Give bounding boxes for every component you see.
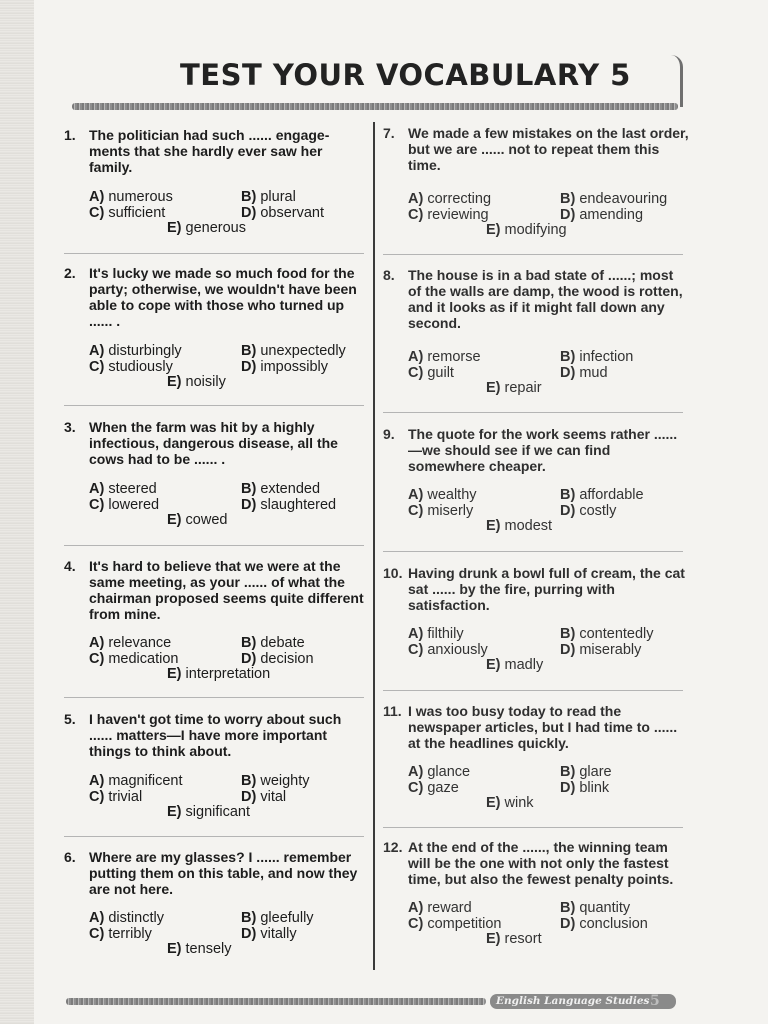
option-b[interactable]: B) gleefully [241, 910, 314, 926]
title-underline [72, 103, 678, 110]
option-c[interactable]: C) gaze [408, 780, 459, 796]
option-e[interactable]: E) repair [486, 380, 542, 396]
option-c[interactable]: C) terribly [89, 926, 152, 942]
option-b[interactable]: B) glare [560, 764, 612, 780]
option-e[interactable]: E) modifying [486, 222, 567, 238]
question-separator [64, 545, 364, 546]
question-separator [383, 412, 683, 413]
question-stem: Having drunk a bowl full of cream, the cat sat ...... by the fire, purring with satisfaction. [408, 565, 685, 613]
question-stem: The house is in a bad state of ......; most of the walls are damp, the wood is rotten, and it looks as if it might fall down any second. [408, 267, 683, 331]
question-stem: The quote for the work seems rather ......—we should see if we can find somewhere cheaper. [408, 426, 678, 474]
option-e[interactable]: E) cowed [167, 512, 228, 528]
option-a[interactable]: A) filthily [408, 626, 464, 642]
option-a[interactable]: A) steered [89, 481, 157, 497]
footer-rule [66, 998, 486, 1005]
option-e[interactable]: E) tensely [167, 941, 232, 957]
option-e[interactable]: E) generous [167, 220, 246, 236]
option-a[interactable]: A) correcting [408, 191, 492, 207]
option-d[interactable]: D) vitally [241, 926, 297, 942]
question-number: 7. [383, 125, 395, 141]
option-e[interactable]: E) noisily [167, 374, 226, 390]
question-number: 4. [64, 558, 76, 574]
option-d[interactable]: D) observant [241, 205, 325, 221]
option-c[interactable]: C) competition [408, 916, 502, 932]
question-separator [64, 253, 364, 254]
option-b[interactable]: B) endeavouring [560, 191, 668, 207]
option-a[interactable]: A) wealthy [408, 487, 477, 503]
question-number: 11. [383, 703, 402, 719]
question-number: 12. [383, 839, 403, 855]
option-c[interactable]: C) lowered [89, 497, 160, 513]
question-number: 1. [64, 127, 76, 143]
page-title: TEST YOUR VOCABULARY 5 [180, 58, 631, 92]
column-divider [373, 122, 375, 970]
question-number: 9. [383, 426, 395, 442]
option-d[interactable]: D) miserably [560, 642, 642, 658]
option-e[interactable]: E) madly [486, 657, 544, 673]
question-stem: The politician had such ...... engage-ments that she hardly ever saw her family. [89, 127, 330, 175]
option-a[interactable]: A) relevance [89, 635, 172, 651]
question-number: 10. [383, 565, 403, 581]
question-separator [64, 697, 364, 698]
page-number: 5 [650, 993, 660, 1009]
question-number: 6. [64, 849, 76, 865]
question-stem: It's lucky we made so much food for the party; otherwise, we wouldn't have been able to cope with those who turned up ...... . [89, 265, 357, 329]
option-a[interactable]: A) magnificent [89, 773, 183, 789]
option-b[interactable]: B) debate [241, 635, 305, 651]
question-stem: We made a few mistakes on the last order, but we are ...... not to repeat them this time. [408, 125, 689, 173]
question-stem: Where are my glasses? I ...... remember putting them on this table, and now they are not here. [89, 849, 358, 897]
option-b[interactable]: B) affordable [560, 487, 644, 503]
option-b[interactable]: B) plural [241, 189, 296, 205]
option-a[interactable]: A) disturbingly [89, 343, 182, 359]
option-a[interactable]: A) remorse [408, 349, 481, 365]
option-b[interactable]: B) contentedly [560, 626, 654, 642]
question-separator [64, 405, 364, 406]
option-c[interactable]: C) guilt [408, 365, 454, 381]
question-number: 5. [64, 711, 76, 727]
option-b[interactable]: B) quantity [560, 900, 631, 916]
option-d[interactable]: D) vital [241, 789, 287, 805]
option-c[interactable]: C) studiously [89, 359, 173, 375]
option-a[interactable]: A) numerous [89, 189, 173, 205]
question-number: 8. [383, 267, 395, 283]
option-b[interactable]: B) extended [241, 481, 321, 497]
question-number: 3. [64, 419, 76, 435]
question-separator [383, 254, 683, 255]
question-stem: I haven't got time to worry about such ...... matters—I have more important things to think about. [89, 711, 342, 759]
footer-series-label: English Language Studies [490, 994, 676, 1009]
option-e[interactable]: E) resort [486, 931, 542, 947]
option-d[interactable]: D) mud [560, 365, 608, 381]
option-a[interactable]: A) distinctly [89, 910, 164, 926]
question-stem: I was too busy today to read the newspaper articles, but I had time to ...... at the headlines quickly. [408, 703, 678, 751]
option-d[interactable]: D) slaughtered [241, 497, 337, 513]
option-d[interactable]: D) amending [560, 207, 644, 223]
option-b[interactable]: B) weighty [241, 773, 310, 789]
option-d[interactable]: D) costly [560, 503, 617, 519]
option-c[interactable]: C) medication [89, 651, 179, 667]
question-separator [383, 827, 683, 828]
question-number: 2. [64, 265, 76, 281]
option-e[interactable]: E) significant [167, 804, 251, 820]
option-d[interactable]: D) conclusion [560, 916, 648, 932]
option-c[interactable]: C) reviewing [408, 207, 489, 223]
option-c[interactable]: C) anxiously [408, 642, 488, 658]
question-separator [383, 690, 683, 691]
option-c[interactable]: C) trivial [89, 789, 143, 805]
option-b[interactable]: B) unexpectedly [241, 343, 346, 359]
question-stem: It's hard to believe that we were at the same meeting, as your ...... of what the chairman proposed seems quite different from mine. [89, 558, 364, 622]
option-d[interactable]: D) decision [241, 651, 314, 667]
question-separator [64, 836, 364, 837]
option-e[interactable]: E) interpretation [167, 666, 271, 682]
option-c[interactable]: C) sufficient [89, 205, 166, 221]
question-stem: At the end of the ......, the winning team will be the one with not only the fastest time, but also the fewest penalty points. [408, 839, 674, 887]
option-b[interactable]: B) infection [560, 349, 634, 365]
option-a[interactable]: A) glance [408, 764, 471, 780]
question-separator [383, 551, 683, 552]
question-stem: When the farm was hit by a highly infectious, dangerous disease, all the cows had to be ...... . [89, 419, 338, 467]
option-d[interactable]: D) impossibly [241, 359, 329, 375]
option-a[interactable]: A) reward [408, 900, 472, 916]
option-d[interactable]: D) blink [560, 780, 610, 796]
option-e[interactable]: E) wink [486, 795, 534, 811]
option-c[interactable]: C) miserly [408, 503, 474, 519]
option-e[interactable]: E) modest [486, 518, 553, 534]
scan-shadow-edge [0, 0, 34, 1024]
